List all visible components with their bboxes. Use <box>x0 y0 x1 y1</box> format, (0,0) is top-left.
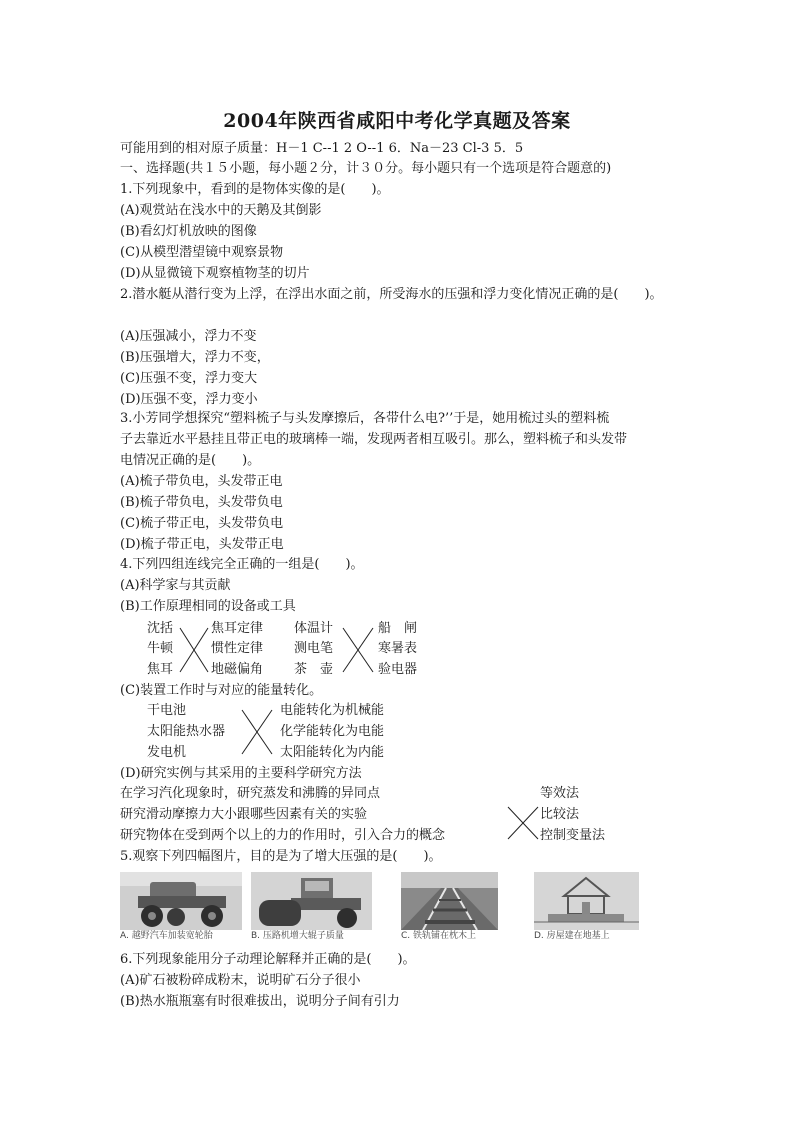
question-3-option-c: (C)梳子带正电，头发带负电 <box>120 516 284 531</box>
question-6-stem: 6.下列现象能用分子动理论解释并正确的是( )。 <box>120 952 416 967</box>
question-1-option-d: (D)从显微镜下观察植物茎的切片 <box>120 266 310 281</box>
question-2-stem: 2.潜水艇从潜行变为上浮，在浮出水面之前，所受海水的压强和浮力变化情况正确的是( )。 <box>120 287 663 302</box>
image-caption-b: B. 压路机增大辊子质量 <box>251 931 344 941</box>
question-1-option-b: (B)看幻灯机放映的图像 <box>120 224 257 239</box>
question-4-option-a: (A)科学家与其贡献 <box>120 578 231 593</box>
c-cross-lines <box>240 706 274 758</box>
c-left-2: 太阳能热水器 <box>147 724 226 739</box>
b-right-3: 验电器 <box>378 662 418 677</box>
image-caption-a: A. 越野汽车加装宽轮胎 <box>120 931 213 941</box>
b-mid-1: 焦耳定律 <box>211 621 264 636</box>
atomic-masses: 可能用到的相对原子质量：H－1 C--1 2 O--1 6．Na－23 Cl-3 5．5 <box>120 141 524 156</box>
b-right-left-2: 测电笔 <box>294 641 334 656</box>
question-2-option-c: (C)压强不变，浮力变大 <box>120 371 258 386</box>
question-2-option-b: (B)压强增大，浮力不变， <box>120 350 270 365</box>
d-right-3: 控制变量法 <box>540 828 606 843</box>
question-1-stem: 1.下列现象中，看到的是物体实像的是( )。 <box>120 182 390 197</box>
question-3-option-d: (D)梳子带正电，头发带正电 <box>120 537 284 552</box>
question-4-stem: 4.下列四组连线完全正确的一组是( )。 <box>120 557 364 572</box>
b-left-1: 沈括 <box>147 621 174 636</box>
b-left-3: 焦耳 <box>147 662 174 677</box>
c-left-3: 发电机 <box>147 745 187 760</box>
c-right-3: 太阳能转化为内能 <box>280 745 385 760</box>
question-3-stem-line-1: 3.小芳同学想探究“塑料梳子与头发摩擦后，各带什么电?’’于是，她用梳过头的塑料梳 <box>120 411 610 426</box>
question-3-option-b: (B)梳子带负电，头发带负电 <box>120 495 283 510</box>
question-4-option-d: (D)研究实例与其采用的主要科学研究方法 <box>120 766 362 781</box>
question-6-option-b: (B)热水瓶瓶塞有时很难拔出，说明分子间有引力 <box>120 994 400 1009</box>
b-right-1: 船 闸 <box>378 621 418 636</box>
c-right-2: 化学能转化为电能 <box>280 724 385 739</box>
page-title: 2004年陕西省咸阳中考化学真题及答案 <box>223 110 571 132</box>
road-roller-image <box>251 872 372 930</box>
question-1-option-c: (C)从模型潜望镜中观察景物 <box>120 245 284 260</box>
c-right-1: 电能转化为机械能 <box>280 703 385 718</box>
question-2-option-a: (A)压强减小，浮力不变 <box>120 329 257 344</box>
question-4-option-b: (B)工作原理相同的设备或工具 <box>120 599 296 614</box>
question-6-option-a: (A)矿石被粉碎成粉末，说明矿石分子很小 <box>120 973 361 988</box>
question-3-option-a: (A)梳子带负电，头发带正电 <box>120 474 283 489</box>
question-5-stem: 5.观察下列四幅图片，目的是为了增大压强的是( )。 <box>120 849 442 864</box>
b-right-2: 寒暑表 <box>378 641 418 656</box>
b-left-cross-lines <box>178 624 210 676</box>
question-3-stem-line-3: 电情况正确的是( )。 <box>120 453 261 468</box>
c-left-1: 干电池 <box>147 703 187 718</box>
question-1-option-a: (A)观赏站在浅水中的天鹅及其倒影 <box>120 203 322 218</box>
b-right-cross-lines <box>341 624 375 676</box>
b-left-2: 牛顿 <box>147 641 174 656</box>
railway-track-image <box>401 872 498 930</box>
image-caption-c: C. 铁轨铺在枕木上 <box>401 931 477 941</box>
question-3-stem-line-2: 子去靠近水平悬挂且带正电的玻璃棒一端，发现两者相互吸引。那么，塑料梳子和头发带 <box>120 432 628 447</box>
question-4-option-c: (C)装置工作时与对应的能量转化。 <box>120 683 323 698</box>
d-right-2: 比较法 <box>540 807 580 822</box>
b-right-left-3: 茶 壶 <box>294 662 334 677</box>
b-right-left-1: 体温计 <box>294 621 334 636</box>
question-2-option-d: (D)压强不变，浮力变小 <box>120 392 258 407</box>
d-cross-lines <box>506 803 540 843</box>
b-mid-3: 地磁偏角 <box>211 662 264 677</box>
house-foundation-image <box>534 872 639 930</box>
section-heading: 一、选择题(共１５小题，每小题２分，计３０分。每小题只有一个选项是符合题意的) <box>120 161 612 176</box>
d-left-1: 在学习汽化现象时，研究蒸发和沸腾的异同点 <box>120 786 381 801</box>
image-caption-d: D. 房屋建在地基上 <box>534 931 610 941</box>
offroad-truck-image <box>120 872 242 930</box>
d-left-3: 研究物体在受到两个以上的力的作用时，引入合力的概念 <box>120 828 446 843</box>
d-right-1: 等效法 <box>540 786 580 801</box>
b-mid-2: 惯性定律 <box>211 641 264 656</box>
d-left-2: 研究滑动摩擦力大小跟哪些因素有关的实验 <box>120 807 368 822</box>
